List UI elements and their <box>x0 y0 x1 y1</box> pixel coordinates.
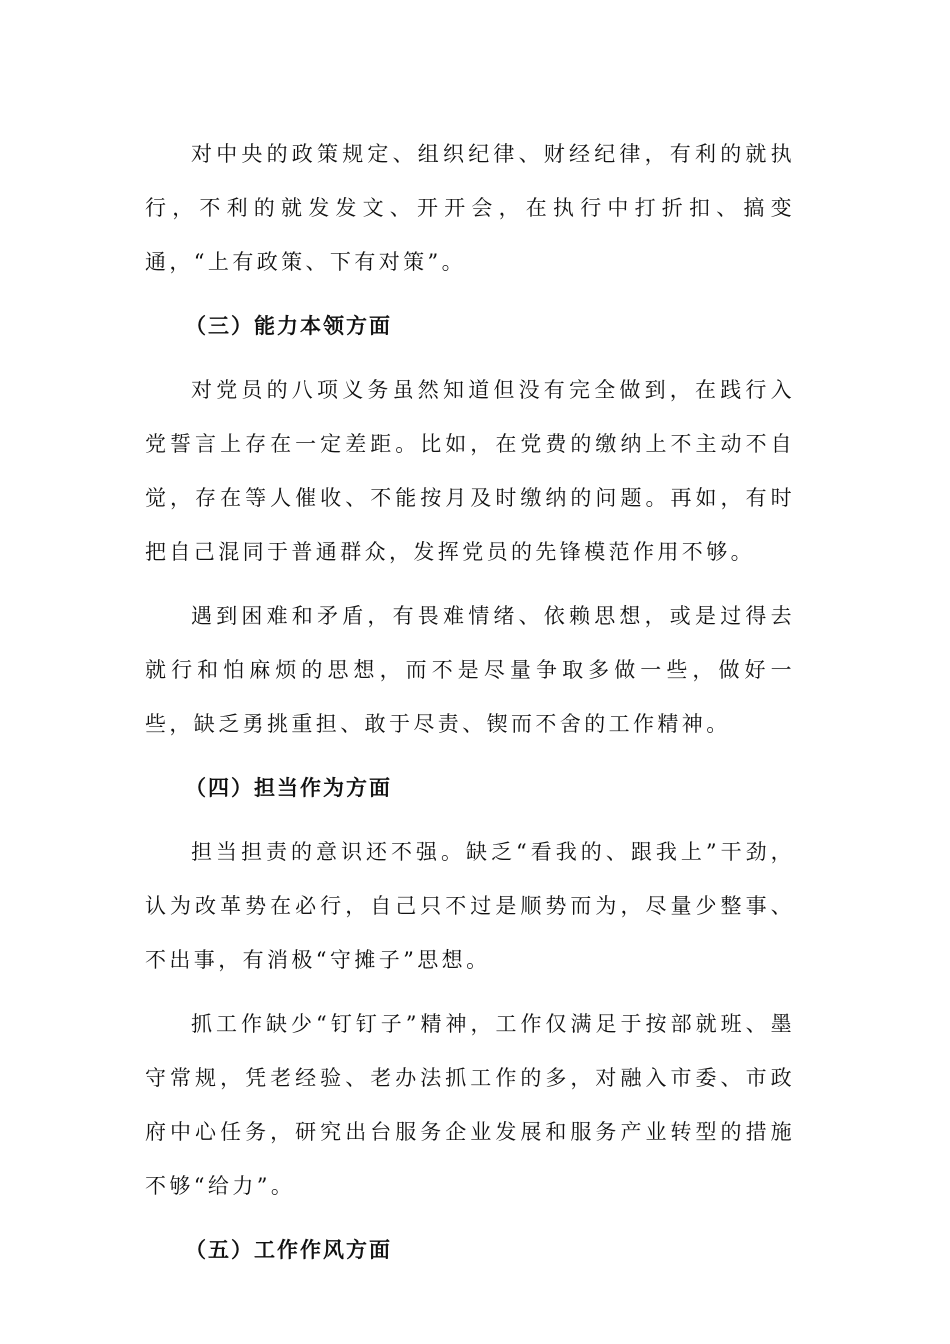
paragraph-responsibility-awareness: 担当担责的意识还不强。缺乏“看我的、跟我上”干劲，认为改革势在必行，自己只不过是顺势而为，尽量少整事、不出事，有消极“守摊子”思想。 <box>145 840 795 972</box>
paragraph-difficulties: 遇到困难和矛盾，有畏难情绪、依赖思想，或是过得去就行和怕麻烦的思想，而不是尽量争取多做一些，做好一些，缺乏勇挑重担、敢于尽责、锲而不舍的工作精神。 <box>145 604 795 736</box>
section-heading-responsibility: （四）担当作为方面 <box>185 776 392 800</box>
paragraph-work-spirit: 抓工作缺少“钉钉子”精神，工作仅满足于按部就班、墨守常规，凭老经验、老办法抓工作的多，对融入市委、市政府中心任务，研究出台服务企业发展和服务产业转型的措施不够“给力”。 <box>145 1012 795 1198</box>
paragraph-party-obligations: 对党员的八项义务虽然知道但没有完全做到，在践行入党誓言上存在一定差距。比如，在党费的缴纳上不主动不自觉，存在等人催收、不能按月及时缴纳的问题。再如，有时把自己混同于普通群众，发挥党员的先锋模范作用不够。 <box>145 378 795 564</box>
section-heading-work-style: （五）工作作风方面 <box>185 1238 392 1262</box>
paragraph-policy-execution: 对中央的政策规定、组织纪律、财经纪律，有利的就执行，不利的就发发文、开开会，在执行中打折扣、搞变通，“上有政策、下有对策”。 <box>145 142 795 274</box>
section-heading-ability: （三）能力本领方面 <box>185 314 392 338</box>
document-body <box>145 127 795 1277</box>
